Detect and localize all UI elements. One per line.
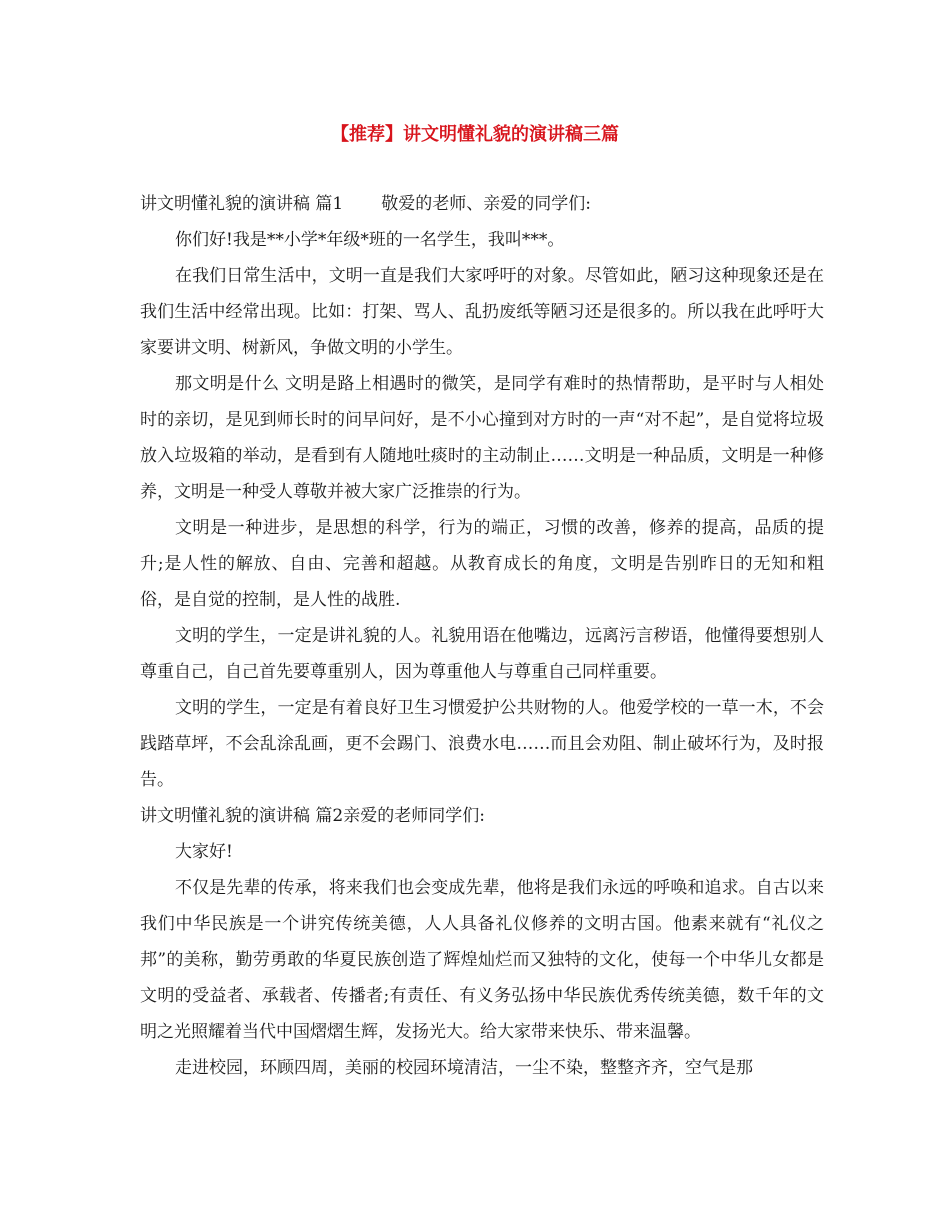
paragraph: 大家好!: [175, 842, 233, 862]
section-1-greeting: 敬爱的老师、亲爱的同学们:: [381, 194, 591, 214]
document-title: 【推荐】讲文明懂礼貌的演讲稿三篇: [331, 124, 619, 145]
paragraph: 走进校园，环顾四周，美丽的校园环境清洁，一尘不染，整整齐齐，空气是那: [175, 1058, 753, 1078]
paragraph: 你们好!我是**小学*年级*班的一名学生，我叫***。: [175, 230, 565, 250]
document-body: [140, 186, 824, 1086]
paragraph: 文明是一种进步，是思想的科学，行为的端正，习惯的改善，修养的提高，品质的提升;是人性的解放、自由、完善和超越。从教育成长的角度，文明是告别昨日的无知和粗俗，是自觉的控制，是人性的战胜.: [140, 518, 824, 610]
section-2-heading: 讲文明懂礼貌的演讲稿 篇2亲爱的老师同学们:: [140, 806, 485, 826]
paragraph: 不仅是先辈的传承，将来我们也会变成先辈，他将是我们永远的呼唤和追求。自古以来我们中华民族是一个讲究传统美德，人人具备礼仪修养的文明古国。他素来就有“礼仪之邦”的美称，勤劳勇敢的华夏民族创造了辉煌灿烂而又独特的文化，使每一个中华儿女都是文明的受益者、承载者、传播者;有责任、有义务弘扬中华民族优秀传统美德，数千年的文明之光照耀着当代中国熠熠生辉，发扬光大。给大家带来快乐、带来温馨。: [140, 878, 824, 1042]
paragraph: 文明的学生，一定是有着良好卫生习惯爱护公共财物的人。他爱学校的一草一木，不会践踏草坪，不会乱涂乱画，更不会踢门、浪费水电……而且会劝阻、制止破坏行为，及时报告。: [140, 698, 824, 790]
section-1-heading: 讲文明懂礼貌的演讲稿 篇1: [140, 194, 344, 214]
paragraph: 那文明是什么 文明是路上相遇时的微笑，是同学有难时的热情帮助，是平时与人相处时的亲切，是见到师长时的问早问好，是不小心撞到对方时的一声“对不起”，是自觉将垃圾放入垃圾箱的举动，是看到有人随地吐痰时的主动制止……文明是一种品质，文明是一种修养，文明是一种受人尊敬并被大家广泛推崇的行为。: [140, 374, 824, 502]
paragraph: 文明的学生，一定是讲礼貌的人。礼貌用语在他嘴边，远离污言秽语，他懂得要想别人尊重自己，自己首先要尊重别人，因为尊重他人与尊重自己同样重要。: [140, 626, 824, 682]
paragraph: 在我们日常生活中，文明一直是我们大家呼吁的对象。尽管如此，陋习这种现象还是在我们生活中经常出现。比如：打架、骂人、乱扔废纸等陋习还是很多的。所以我在此呼吁大家要讲文明、树新风，争做文明的小学生。: [140, 266, 824, 358]
section-1-heading-line: [140, 186, 824, 222]
